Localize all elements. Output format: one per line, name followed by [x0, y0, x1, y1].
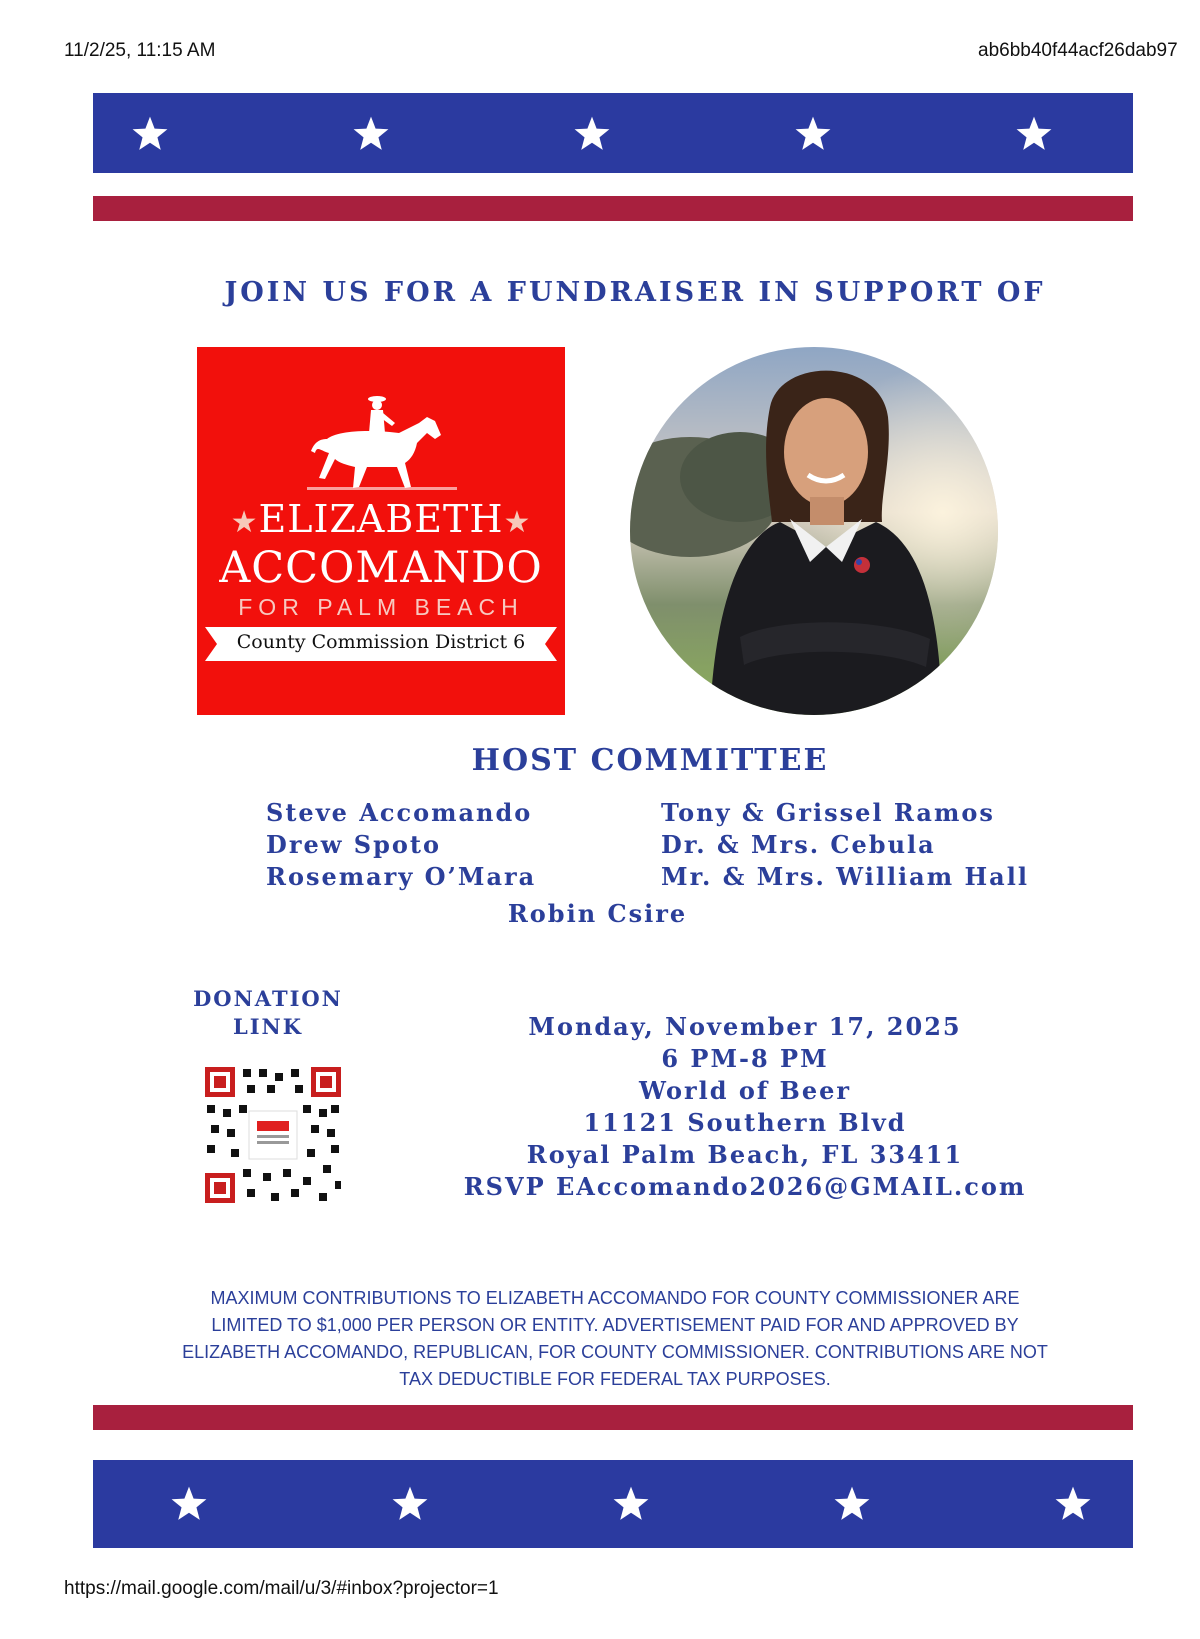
horse-rider-icon	[307, 387, 457, 497]
host-left-3: Rosemary O’Mara	[266, 862, 537, 891]
star-icon	[833, 1485, 871, 1523]
qr-code-icon[interactable]	[203, 1065, 343, 1205]
host-right-3: Mr. & Mrs. William Hall	[661, 862, 1029, 891]
print-datetime: 11/2/25, 11:15 AM	[64, 40, 216, 61]
bottom-blue-band	[93, 1460, 1133, 1548]
host-center: Robin Csire	[507, 899, 688, 928]
star-icon: ★	[230, 505, 259, 540]
bottom-red-band	[93, 1405, 1133, 1430]
event-venue: World of Beer	[638, 1076, 852, 1105]
star-icon	[170, 1485, 208, 1523]
star-icon: ★	[503, 505, 532, 540]
event-rsvp[interactable]: RSVP EAccomando2026@GMAIL.com	[463, 1172, 1027, 1201]
host-right-1: Tony & Grissel Ramos	[661, 798, 995, 827]
disclaimer-line3: ELIZABETH ACCOMANDO, REPUBLICAN, FOR COUNTY COMMISSIONER. CONTRIBUTIONS ARE NOT	[182, 1342, 1048, 1362]
print-footer-url: https://mail.google.com/mail/u/3/#inbox?projector=1	[64, 1578, 499, 1599]
candidate-photo-illustration	[630, 347, 998, 715]
campaign-logo	[197, 347, 565, 715]
event-details	[420, 1011, 1070, 1203]
disclaimer-line2: LIMITED TO $1,000 PER PERSON OR ENTITY. ADVERTISEMENT PAID FOR AND APPROVED BY	[211, 1315, 1019, 1335]
event-time: 6 PM-8 PM	[661, 1044, 829, 1073]
star-icon	[352, 115, 390, 153]
star-icon	[794, 115, 832, 153]
host-committee-title: HOST COMMITTEE	[471, 743, 829, 778]
star-icon	[573, 115, 611, 153]
logo-first-name	[197, 497, 565, 541]
star-icon	[1054, 1485, 1092, 1523]
top-red-band	[93, 196, 1133, 221]
donation-label-line1: DONATION	[193, 986, 343, 1011]
event-street: 11121 Southern Blvd	[583, 1108, 907, 1137]
star-icon	[391, 1485, 429, 1523]
top-blue-band	[93, 93, 1133, 173]
event-date: Monday, November 17, 2025	[528, 1012, 962, 1041]
headline: JOIN US FOR A FUNDRAISER IN SUPPORT OF	[224, 277, 1046, 308]
star-icon	[1015, 115, 1053, 153]
host-left-1: Steve Accomando	[266, 798, 533, 827]
candidate-photo	[630, 347, 998, 715]
logo-first-name-text: ELIZABETH	[258, 497, 504, 541]
print-document-id: ab6bb40f44acf26dab97	[978, 40, 1178, 61]
logo-last-name: ACCOMANDO	[219, 543, 543, 593]
logo-for-line: FOR PALM BEACH	[238, 594, 524, 620]
legal-disclaimer	[100, 1285, 1130, 1393]
donation-label	[183, 985, 353, 1041]
donation-label-line2: LINK	[232, 1014, 304, 1039]
event-city: Royal Palm Beach, FL 33411	[526, 1140, 964, 1169]
disclaimer-line4: TAX DEDUCTIBLE FOR FEDERAL TAX PURPOSES.	[399, 1369, 831, 1389]
disclaimer-line1: MAXIMUM CONTRIBUTIONS TO ELIZABETH ACCOMANDO FOR COUNTY COMMISSIONER ARE	[210, 1288, 1020, 1308]
star-icon	[131, 115, 169, 153]
host-right-2: Dr. & Mrs. Cebula	[661, 830, 936, 859]
host-left-2: Drew Spoto	[266, 830, 441, 859]
star-icon	[612, 1485, 650, 1523]
logo-ribbon-text: County Commission District 6	[236, 631, 526, 653]
